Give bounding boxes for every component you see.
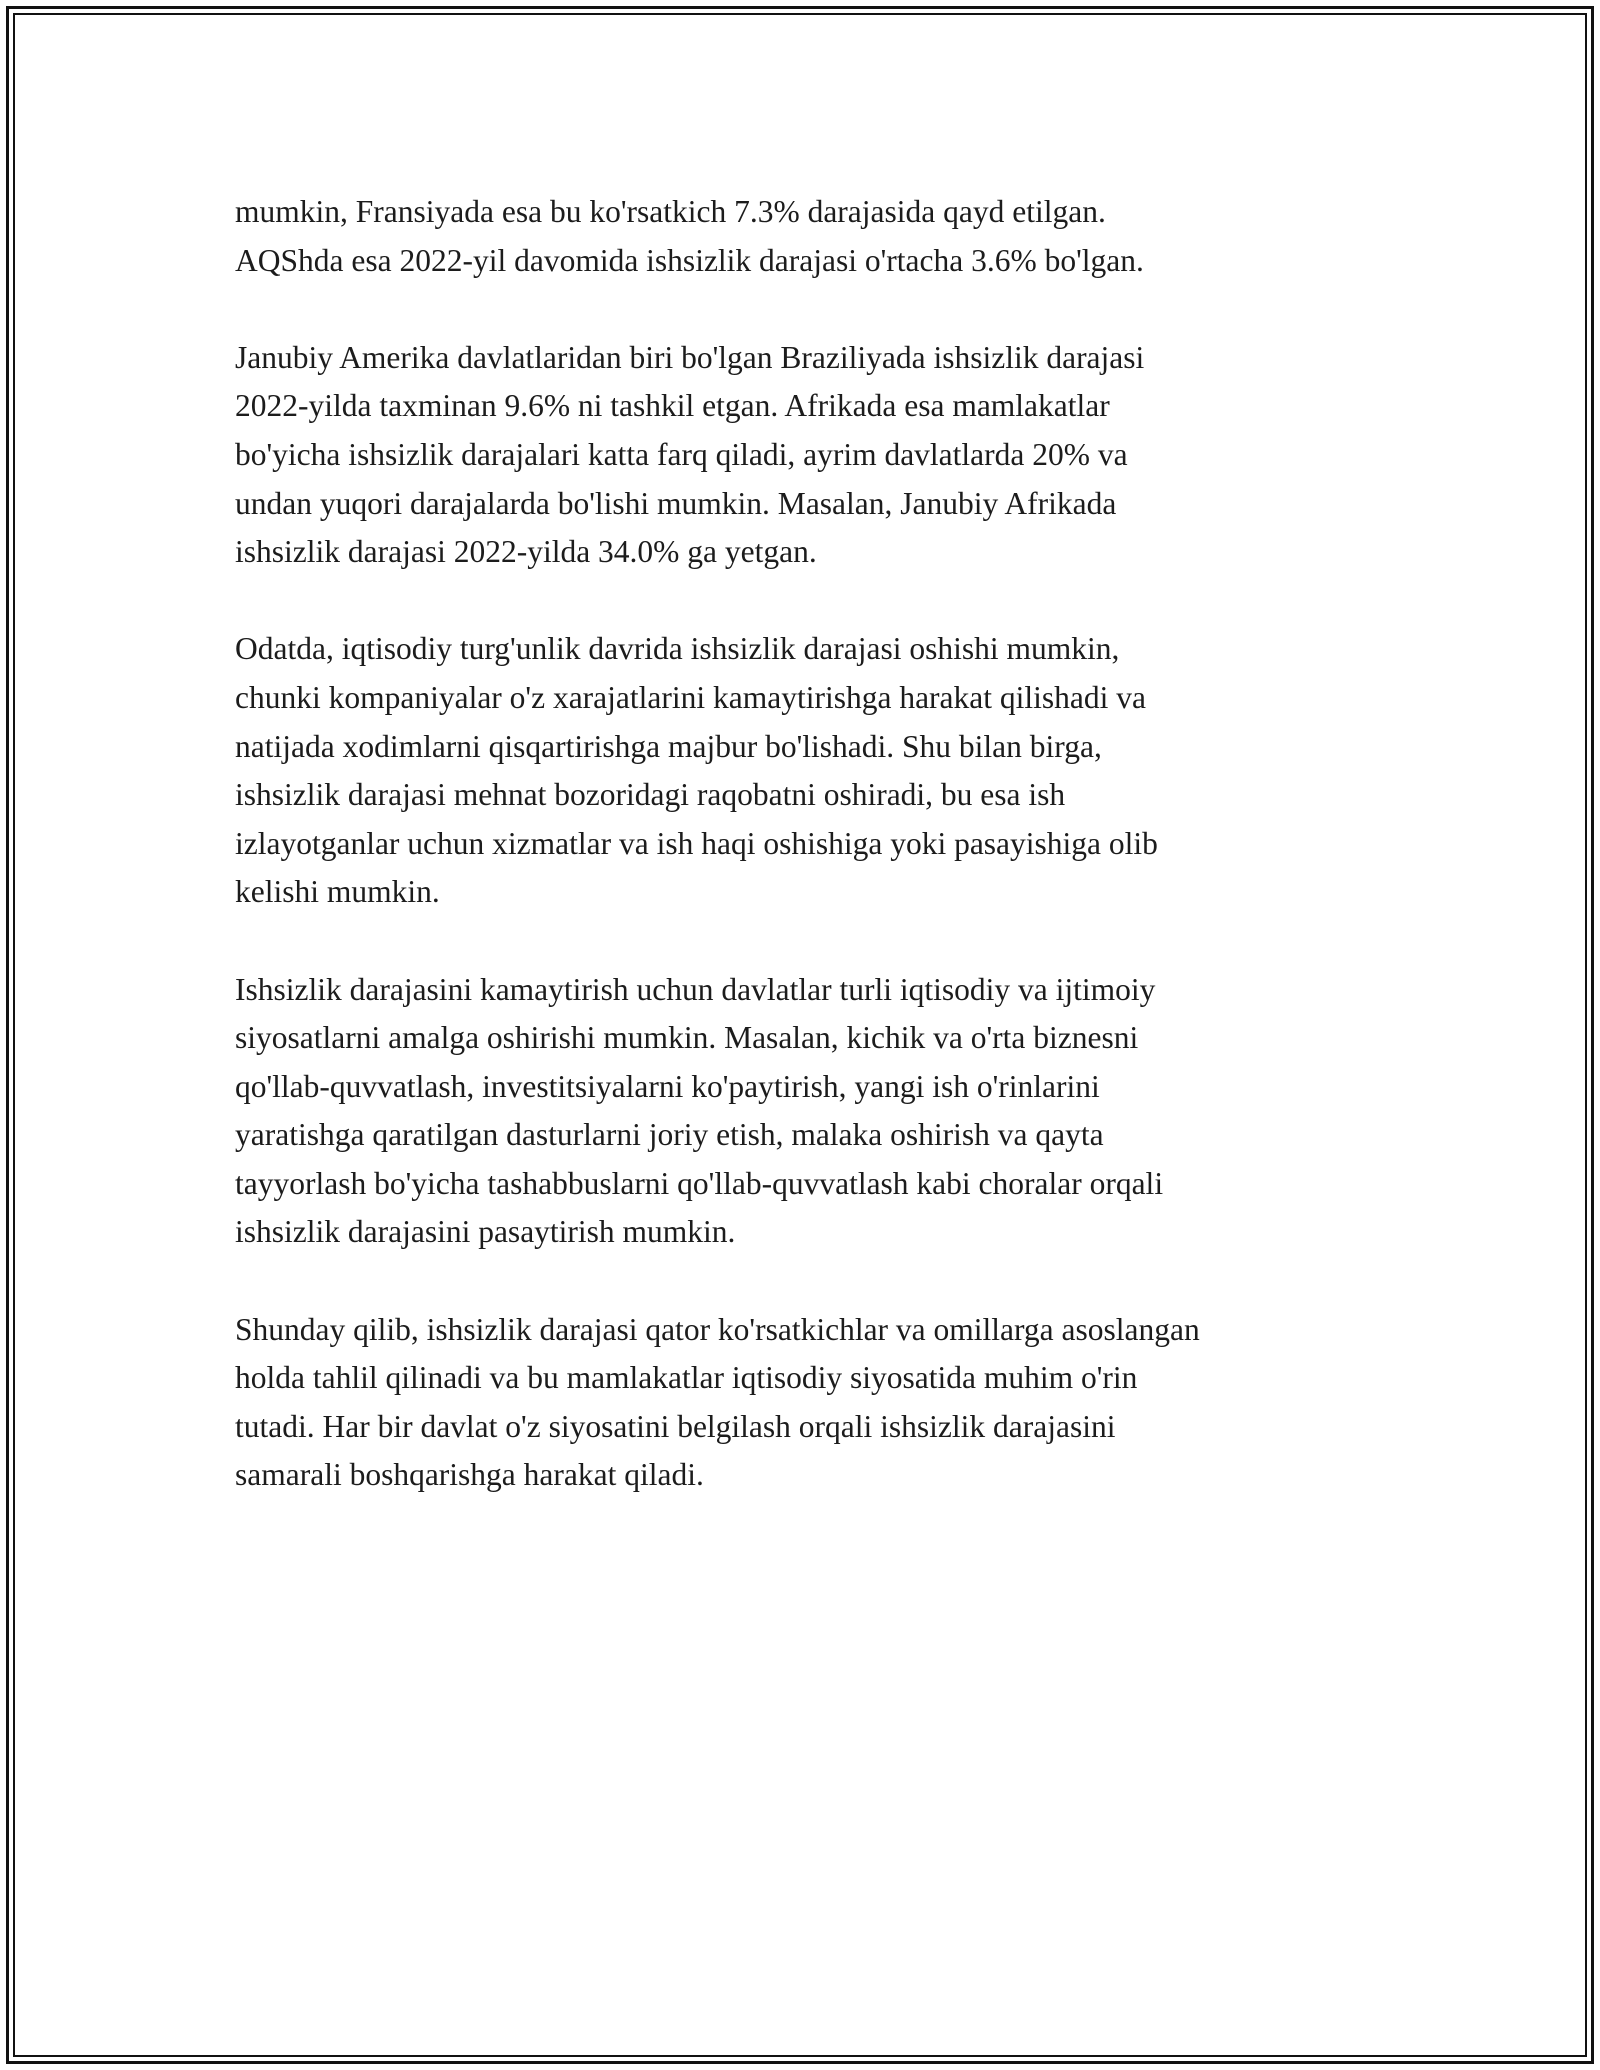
text-line: siyosatlarni amalga oshirishi mumkin. Masalan, kichik va o'rta biznesni — [235, 1020, 1139, 1056]
text-line: undan yuqori darajalarda bo'lishi mumkin. Masalan, Janubiy Afrikada — [235, 485, 1117, 521]
text-line: mumkin, Fransiyada esa bu ko'rsatkich 7.3% darajasida qayd etilgan. — [235, 194, 1106, 229]
text-line: tutadi. Har bir davlat o'z siyosatini belgilash orqali ishsizlik darajasini — [235, 1408, 1116, 1444]
text-line: ishsizlik darajasini pasaytirish mumkin. — [235, 1214, 736, 1250]
text-line: Janubiy Amerika davlatlaridan biri bo'lgan Braziliyada ishsizlik darajasi — [235, 339, 1145, 375]
text-line: chunki kompaniyalar o'z xarajatlarini kamaytirishga harakat qilishadi va — [235, 679, 1146, 715]
paragraph-4 — [235, 966, 1385, 1258]
text-line: ishsizlik darajasi 2022-yilda 34.0% ga yetgan. — [235, 534, 817, 570]
text-line: 2022-yilda taxminan 9.6% ni tashkil etgan. Afrikada esa mamlakatlar — [235, 388, 1110, 424]
paragraph-5 — [235, 1306, 1385, 1500]
text-line: AQShda esa 2022-yil davomida ishsizlik darajasi o'rtacha 3.6% bo'lgan. — [235, 242, 1144, 278]
text-line: qo'llab-quvvatlash, investitsiyalarni ko'paytirish, yangi ish o'rinlarini — [235, 1068, 1100, 1104]
text-line: tayyorlash bo'yicha tashabbuslarni qo'llab-quvvatlash kabi choralar orqali — [235, 1165, 1164, 1201]
text-line: yaratishga qaratilgan dasturlarni joriy etish, malaka oshirish va qayta — [235, 1117, 1104, 1153]
paragraph-3 — [235, 625, 1385, 917]
text-line: Shunday qilib, ishsizlik darajasi qator ko'rsatkichlar va omillarga asoslangan — [235, 1311, 1200, 1347]
text-line: Ishsizlik darajasini kamaytirish uchun davlatlar turli iqtisodiy va ijtimoiy — [235, 971, 1156, 1007]
paragraph-1 — [235, 188, 1385, 285]
text-line: kelishi mumkin. — [235, 874, 440, 910]
text-line: holda tahlil qilinadi va bu mamlakatlar iqtisodiy siyosatida muhim o'rin — [235, 1360, 1138, 1396]
text-line: samarali boshqarishga harakat qiladi. — [235, 1457, 704, 1493]
text-line: bo'yicha ishsizlik darajalari katta farq qiladi, ayrim davlatlarda 20% va — [235, 436, 1128, 472]
text-line: izlayotganlar uchun xizmatlar va ish haqi oshishiga yoki pasayishiga olib — [235, 825, 1158, 861]
text-line: ishsizlik darajasi mehnat bozoridagi raqobatni oshiradi, bu esa ish — [235, 777, 1066, 813]
text-line: natijada xodimlarni qisqartirishga majbur bo'lishadi. Shu bilan birga, — [235, 728, 1102, 764]
text-line: Odatda, iqtisodiy turg'unlik davrida ishsizlik darajasi oshishi mumkin, — [235, 631, 1120, 667]
paragraph-2 — [235, 334, 1385, 577]
document-body — [235, 188, 1385, 1549]
